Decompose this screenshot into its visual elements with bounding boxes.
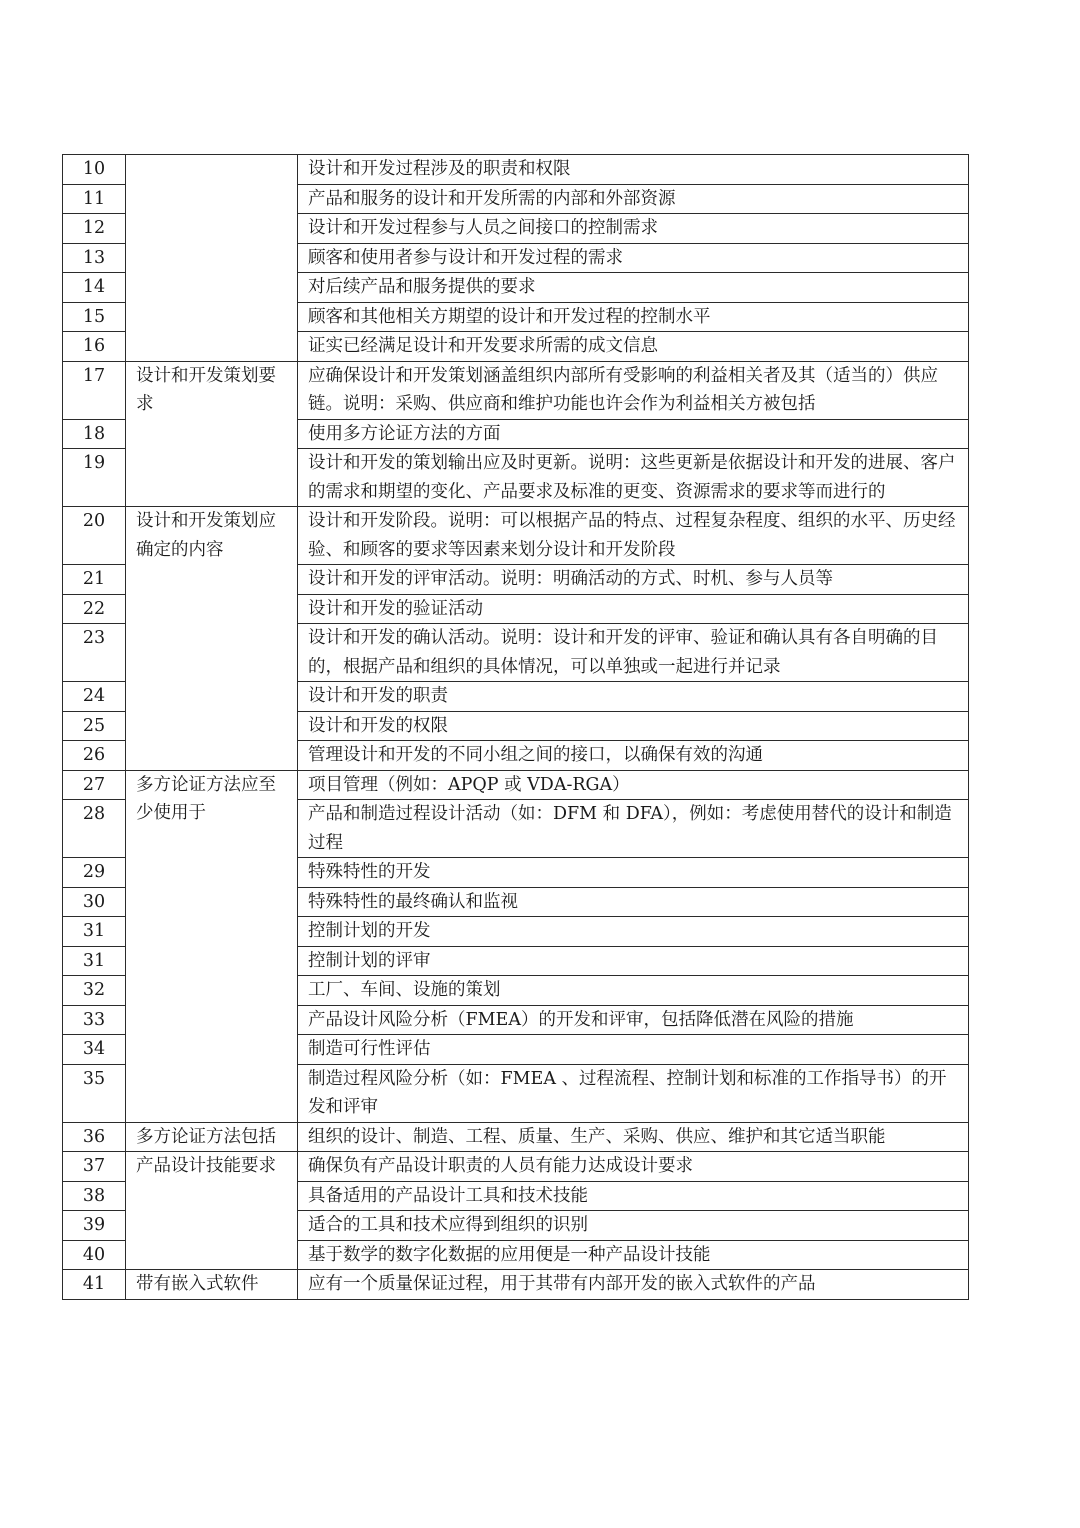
- requirement-cell: 设计和开发过程涉及的职责和权限: [298, 155, 969, 185]
- row-number: 31: [63, 917, 126, 947]
- requirement-cell: 设计和开发的权限: [298, 711, 969, 741]
- requirement-cell: 组织的设计、制造、工程、质量、生产、采购、供应、维护和其它适当职能: [298, 1122, 969, 1152]
- requirement-cell: 使用多方论证方法的方面: [298, 419, 969, 449]
- row-number: 33: [63, 1005, 126, 1035]
- requirement-cell: 管理设计和开发的不同小组之间的接口，以确保有效的沟通: [298, 741, 969, 771]
- requirement-cell: 项目管理（例如：APQP 或 VDA-RGA）: [298, 770, 969, 800]
- row-number: 36: [63, 1122, 126, 1152]
- requirement-cell: 具备适用的产品设计工具和技术技能: [298, 1181, 969, 1211]
- row-number: 20: [63, 507, 126, 565]
- row-number: 17: [63, 361, 126, 419]
- row-number: 14: [63, 273, 126, 303]
- table-row: [63, 1270, 969, 1300]
- row-number: 21: [63, 565, 126, 595]
- requirement-cell: 适合的工具和技术应得到组织的识别: [298, 1211, 969, 1241]
- requirement-cell: 基于数学的数字化数据的应用便是一种产品设计技能: [298, 1240, 969, 1270]
- category-cell: 多方论证方法应至少使用于: [126, 770, 298, 1122]
- row-number: 27: [63, 770, 126, 800]
- requirement-cell: 设计和开发的职责: [298, 682, 969, 712]
- requirement-cell: 产品设计风险分析（FMEA）的开发和评审，包括降低潜在风险的措施: [298, 1005, 969, 1035]
- requirement-cell: 设计和开发过程参与人员之间接口的控制需求: [298, 214, 969, 244]
- row-number: 12: [63, 214, 126, 244]
- row-number: 19: [63, 449, 126, 507]
- row-number: 25: [63, 711, 126, 741]
- row-number: 35: [63, 1064, 126, 1122]
- table-body: [63, 155, 969, 1300]
- requirement-cell: 顾客和其他相关方期望的设计和开发过程的控制水平: [298, 302, 969, 332]
- row-number: 18: [63, 419, 126, 449]
- requirement-cell: 控制计划的开发: [298, 917, 969, 947]
- row-number: 23: [63, 624, 126, 682]
- table-row: [63, 155, 969, 185]
- requirement-cell: 特殊特性的开发: [298, 858, 969, 888]
- row-number: 11: [63, 184, 126, 214]
- requirement-cell: 设计和开发阶段。说明：可以根据产品的特点、过程复杂程度、组织的水平、历史经验、和顾客的要求等因素来划分设计和开发阶段: [298, 507, 969, 565]
- table-row: [63, 507, 969, 565]
- row-number: 34: [63, 1035, 126, 1065]
- table-row: [63, 1122, 969, 1152]
- row-number: 37: [63, 1152, 126, 1182]
- row-number: 26: [63, 741, 126, 771]
- requirement-cell: 应确保设计和开发策划涵盖组织内部所有受影响的利益相关者及其（适当的）供应链。说明：采购、供应商和维护功能也许会作为利益相关方被包括: [298, 361, 969, 419]
- requirement-cell: 产品和服务的设计和开发所需的内部和外部资源: [298, 184, 969, 214]
- table-row: [63, 361, 969, 419]
- requirement-cell: 制造过程风险分析（如：FMEA 、过程流程、控制计划和标准的工作指导书）的开发和评审: [298, 1064, 969, 1122]
- requirement-cell: 设计和开发的确认活动。说明：设计和开发的评审、验证和确认具有各自明确的目的，根据产品和组织的具体情况，可以单独或一起进行并记录: [298, 624, 969, 682]
- table-row: [63, 1152, 969, 1182]
- row-number: 29: [63, 858, 126, 888]
- requirement-cell: 确保负有产品设计职责的人员有能力达成设计要求: [298, 1152, 969, 1182]
- row-number: 38: [63, 1181, 126, 1211]
- requirement-cell: 证实已经满足设计和开发要求所需的成文信息: [298, 332, 969, 362]
- row-number: 31: [63, 946, 126, 976]
- row-number: 30: [63, 887, 126, 917]
- requirement-cell: 应有一个质量保证过程，用于其带有内部开发的嵌入式软件的产品: [298, 1270, 969, 1300]
- table-row: [63, 770, 969, 800]
- category-cell: 设计和开发策划应确定的内容: [126, 507, 298, 771]
- row-number: 24: [63, 682, 126, 712]
- requirement-cell: 产品和制造过程设计活动（如：DFM 和 DFA），例如：考虑使用替代的设计和制造过程: [298, 800, 969, 858]
- requirements-table: [62, 154, 969, 1300]
- requirement-cell: 对后续产品和服务提供的要求: [298, 273, 969, 303]
- requirement-cell: 设计和开发的策划输出应及时更新。说明：这些更新是依据设计和开发的进展、客户的需求和期望的变化、产品要求及标准的更变、资源需求的要求等而进行的: [298, 449, 969, 507]
- row-number: 39: [63, 1211, 126, 1241]
- requirement-cell: 制造可行性评估: [298, 1035, 969, 1065]
- row-number: 41: [63, 1270, 126, 1300]
- category-cell: 设计和开发策划要求: [126, 361, 298, 507]
- requirement-cell: 特殊特性的最终确认和监视: [298, 887, 969, 917]
- category-cell: [126, 155, 298, 362]
- requirement-cell: 设计和开发的评审活动。说明：明确活动的方式、时机、参与人员等: [298, 565, 969, 595]
- category-cell: 多方论证方法包括: [126, 1122, 298, 1152]
- category-cell: 产品设计技能要求: [126, 1152, 298, 1270]
- requirement-cell: 设计和开发的验证活动: [298, 594, 969, 624]
- row-number: 15: [63, 302, 126, 332]
- row-number: 28: [63, 800, 126, 858]
- row-number: 32: [63, 976, 126, 1006]
- category-cell: 带有嵌入式软件: [126, 1270, 298, 1300]
- row-number: 16: [63, 332, 126, 362]
- row-number: 22: [63, 594, 126, 624]
- requirement-cell: 控制计划的评审: [298, 946, 969, 976]
- row-number: 40: [63, 1240, 126, 1270]
- requirement-cell: 工厂、车间、设施的策划: [298, 976, 969, 1006]
- requirement-cell: 顾客和使用者参与设计和开发过程的需求: [298, 243, 969, 273]
- row-number: 13: [63, 243, 126, 273]
- row-number: 10: [63, 155, 126, 185]
